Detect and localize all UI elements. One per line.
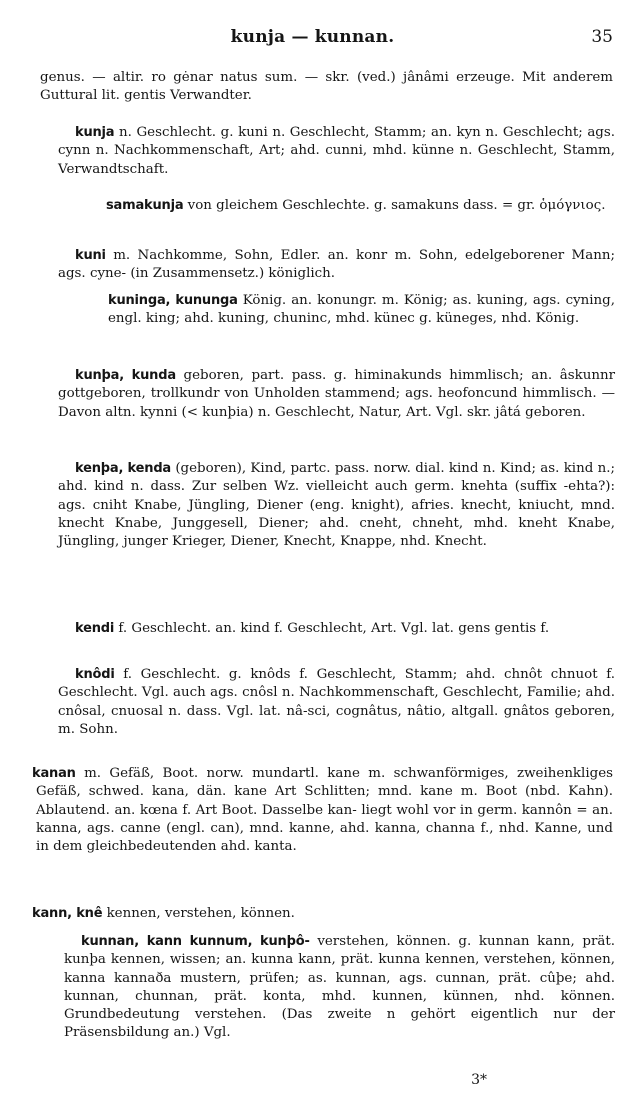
entry-headword: kendi <box>75 621 115 636</box>
entry-text: m. Gefäß, Boot. norw. mundartl. kane m. schwanförmiges, zweihenkliges Gefäß, schwed. kana, dän. kane Art Schlitten; mnd. kane m. Boot (nbd. Kahn). Ablautend. an. kœna f. Art Boot. Dasselbe kan- liegt wohl vor in germ. kannôn = an. kanna, ags. canne (engl. can), mnd. kanne, ahd. kanna, channa f., nhd. Kanne, und in dem gleichbedeutenden ahd. kanta. <box>36 766 613 855</box>
entry-text: kennen, verstehen, können. <box>102 906 295 921</box>
entry-samakunja <box>106 197 615 215</box>
entry-text: König. an. konungr. m. König; as. kuning, ags. cyning, engl. king; ahd. kuning, chuninc, mhd. künec g. küneges, nhd. König. <box>108 293 615 327</box>
entry-text: (geboren), Kind, partc. pass. norw. dial. kind n. Kind; as. kind n.; ahd. kind n. dass. Zur selben Wz. vielleicht auch germ. knehta (suffix -ehta?): ags. cniht Knabe, Jüngling, Diener (eng. knight), afries. knecht, kniucht, mnd. knecht Knabe, Junggesell, Diener; ahd. cneht, chneht, mhd. kneht Knabe, Jüngling, junger Krieger, Diener, Knecht, Knappe, nhd. Knecht. <box>58 461 615 550</box>
entry-kuninga <box>108 292 615 329</box>
entry-knodi <box>58 666 615 739</box>
entry-kendi <box>58 620 615 638</box>
entry-text: verstehen, können. g. kunnan kann, prät. kunþa kennen, wissen; an. kunna kann, prät. kunna kennen, verstehen, können, kanna kannaða mustern, prüfen; as. kunnan, ags. cunnan, prät. cûþe; ahd. kunnan, chunnan, prät. konta, mhd. kunnen, künnen, nhd. können. Grundbedeutung verstehen. (Das zweite n gehört eigentlich nur der Präsensbildung an.) Vgl. <box>64 934 615 1041</box>
entry-headword: kenþa, kenda <box>75 461 172 476</box>
entry-headword: knôdi <box>75 667 115 682</box>
entry-headword: samakunja <box>106 198 184 213</box>
entry-kunja <box>58 124 615 179</box>
entry-headword: kuni <box>75 248 106 263</box>
entry-kann <box>32 905 613 923</box>
entry-kentha <box>58 460 615 551</box>
entry-text: m. Nachkomme, Sohn, Edler. an. konr m. Sohn, edelgeborener Mann; ags. cyne- (in Zusammensetz.) königlich. <box>58 248 615 282</box>
entry-text: f. Geschlecht. an. kind f. Geschlecht, Art. Vgl. lat. gens gentis f. <box>114 621 550 636</box>
entry-text: geboren, part. pass. g. himinakunds himmlisch; an. âskunnr gottgeboren, trollkundr von Unholden stammend; ags. heofoncund himmlisch. — Davon altn. kynni (< kunþia) n. Geschlecht, Natur, Art. Vgl. skr. jâtá geboren. <box>58 368 615 420</box>
signature-mark: 3* <box>471 1072 487 1088</box>
entry-text: f. Geschlecht. g. knôds f. Geschlecht, Stamm; ahd. chnôt chnuot f. Geschlecht. Vgl. auch ags. cnôsl n. Nachkommenschaft, Geschlecht, Familie; ahd. cnôsal, cnuosal n. dass. Vgl. lat. nâ-sci, cognâtus, nâtio, altgall. gnâtos geboren, m. Sohn. <box>58 667 615 737</box>
entry-headword: kann, knê <box>32 906 103 921</box>
page-number: 35 <box>591 27 613 47</box>
entry-text: n. Geschlecht. g. kuni n. Geschlecht, Stamm; an. kyn n. Geschlecht; ags. cynn n. Nachkommenschaft, Art; ahd. cunni, mhd. künne n. Geschlecht, Stamm, Verwandtschaft. <box>58 125 615 177</box>
entry-kunnan <box>64 933 615 1043</box>
entry-kuni <box>58 247 615 284</box>
entry-kunthan <box>58 367 615 422</box>
entry-headword: kuninga, kununga <box>108 293 238 308</box>
page-title: kunja — kunnan. <box>230 27 395 47</box>
entry-headword: kanan <box>32 766 76 781</box>
entry-text: von gleichem Geschlechte. g. samakuns dass. = gr. ὁμόγνιος. <box>183 198 606 213</box>
entry-continuation <box>40 69 613 106</box>
entry-headword: kunþa, kunda <box>75 368 176 383</box>
entry-headword: kunnan, kann kunnum, kunþô- <box>81 934 310 949</box>
entry-kanan <box>32 765 613 856</box>
entry-text: genus. — altir. ro gėnar natus sum. — skr. (ved.) jânâmi erzeuge. Mit anderem Guttural lit. gentis Verwandter. <box>40 70 613 104</box>
entry-headword: kunja <box>75 125 115 140</box>
running-head <box>0 27 625 51</box>
